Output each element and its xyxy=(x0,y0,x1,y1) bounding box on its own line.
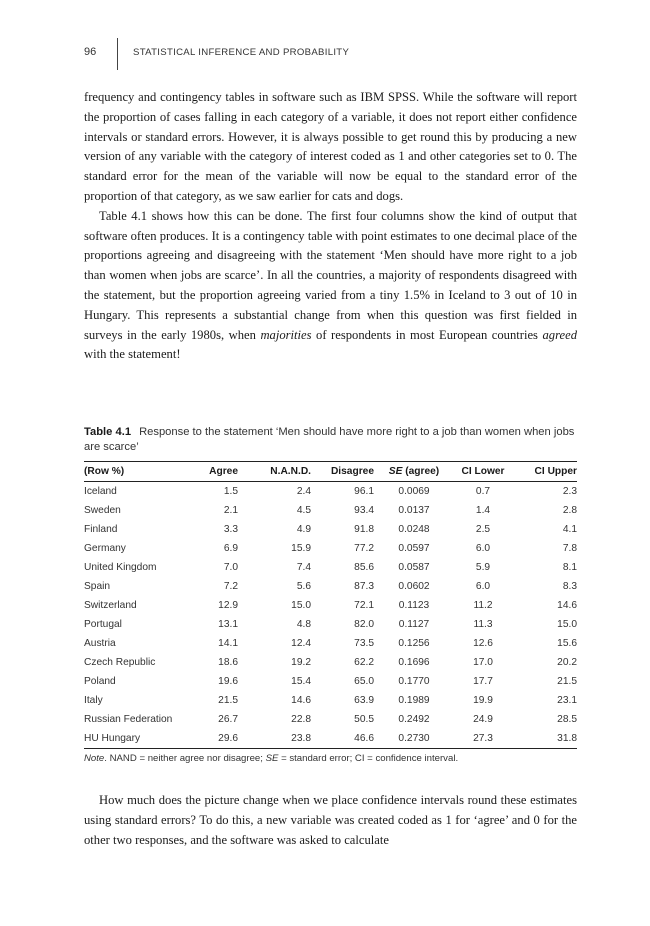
cell-nand: 19.2 xyxy=(291,657,311,668)
table-row xyxy=(84,596,577,615)
note-part-1: . NAND = neither agree nor disagree; xyxy=(104,753,266,764)
header-disagree: Disagree xyxy=(330,466,374,477)
running-head: STATISTICAL INFERENCE AND PROBABILITY xyxy=(133,47,350,58)
paragraph-2-text-a: Table 4.1 shows how this can be done. The first four columns show the kind of output that software often produces. It is a contingency table with point estimates to one decimal place of the proportions agreeing and disagreeing with the statement ‘Men should have more right to a job than women when jobs are scarce’. In all the countries, a majority of respondents disagreed with the statement, but the proportion agreeing varied from a tiny 1.5% in Iceland to 3 out of 10 in Hungary. This represents a substantial change from when this question was first fielded in surveys in the early 1980s, when xyxy=(84,208,577,342)
cell-nand: 4.9 xyxy=(296,524,311,535)
cell-nand: 15.0 xyxy=(291,600,311,611)
cell-country: Iceland xyxy=(84,486,117,497)
cell-country: Austria xyxy=(84,638,116,649)
cell-agree: 13.1 xyxy=(218,619,238,630)
cell-agree: 19.6 xyxy=(218,676,238,687)
cell-ci-upper: 23.1 xyxy=(557,695,577,706)
header-ci-lower: CI Lower xyxy=(461,466,505,477)
table-row xyxy=(84,558,577,577)
note-se-term: SE xyxy=(265,753,279,764)
header-se-term: SE xyxy=(388,466,403,477)
cell-disagree: 82.0 xyxy=(354,619,374,630)
cell-country: Finland xyxy=(84,524,118,535)
table-row xyxy=(84,482,577,502)
cell-country: Czech Republic xyxy=(84,657,156,668)
cell-agree: 1.5 xyxy=(223,486,238,497)
cell-agree: 3.3 xyxy=(223,524,238,535)
page-header xyxy=(0,38,650,70)
note-label: Note xyxy=(84,753,105,764)
cell-nand: 7.4 xyxy=(296,562,311,573)
cell-agree: 21.5 xyxy=(218,695,238,706)
paragraph-3: How much does the picture change when we place confidence intervals round these estimates using standard errors? To do this, a new variable was created coded as 1 for ‘agree’ and 0 for the other two responses, and the software was asked to calculate xyxy=(84,793,577,847)
header-agree: Agree xyxy=(209,466,238,477)
cell-se: 0.0248 xyxy=(398,524,430,535)
cell-nand: 5.6 xyxy=(296,581,311,592)
cell-agree: 26.7 xyxy=(218,714,238,725)
cell-ci-upper: 8.1 xyxy=(562,562,577,573)
paragraph-1: frequency and contingency tables in software such as IBM SPSS. While the software will report the proportion of cases falling in each category of a variable, it does not report either confidence intervals or standard errors. However, it is always possible to get round this by producing a new version of any variable with the category of interest coded as 1 and other categories set to 0. The standard error for the mean of the variable will now be equal to the standard error of the proportion of that category, as we saw earlier for cats and dogs. xyxy=(84,90,577,203)
table-body xyxy=(84,482,577,749)
cell-ci-lower: 2.5 xyxy=(475,524,491,535)
body-text-bottom xyxy=(84,791,577,850)
data-table xyxy=(84,461,577,749)
cell-ci-upper: 4.1 xyxy=(562,524,577,535)
header-nand: N.A.N.D. xyxy=(270,466,311,477)
cell-nand: 22.8 xyxy=(291,714,311,725)
cell-disagree: 87.3 xyxy=(354,581,374,592)
cell-ci-lower: 27.3 xyxy=(473,733,493,744)
cell-ci-lower: 17.7 xyxy=(473,676,493,687)
cell-country: Sweden xyxy=(84,505,121,516)
page-number: 96 xyxy=(84,46,97,58)
cell-disagree: 62.2 xyxy=(354,657,374,668)
cell-ci-lower: 1.4 xyxy=(475,505,491,516)
cell-ci-upper: 8.3 xyxy=(562,581,577,592)
cell-disagree: 93.4 xyxy=(354,505,374,516)
cell-se: 0.1696 xyxy=(398,657,430,668)
cell-country: United Kingdom xyxy=(84,562,157,573)
cell-country: Poland xyxy=(84,676,116,687)
cell-se: 0.2492 xyxy=(398,714,430,725)
cell-disagree: 77.2 xyxy=(354,543,374,554)
cell-se: 0.1989 xyxy=(398,695,430,706)
cell-agree: 7.0 xyxy=(223,562,238,573)
cell-ci-lower: 17.0 xyxy=(473,657,493,668)
table-row xyxy=(84,501,577,520)
table-label: Table 4.1 xyxy=(84,426,132,438)
table-row xyxy=(84,710,577,729)
cell-country: Spain xyxy=(84,581,111,592)
cell-ci-upper: 20.2 xyxy=(557,657,577,668)
cell-country: Russian Federation xyxy=(84,714,173,725)
cell-ci-upper: 21.5 xyxy=(557,676,577,687)
cell-se: 0.0587 xyxy=(398,562,430,573)
cell-nand: 12.4 xyxy=(291,638,311,649)
cell-disagree: 96.1 xyxy=(354,486,374,497)
cell-country: Switzerland xyxy=(84,600,137,611)
paragraph-2-text-e: with the statement! xyxy=(84,347,181,362)
header-row-pct: (Row %) xyxy=(84,466,125,477)
cell-agree: 18.6 xyxy=(218,657,238,668)
table-header-row xyxy=(84,462,577,482)
cell-nand: 2.4 xyxy=(296,486,311,497)
cell-ci-lower: 0.7 xyxy=(475,486,491,497)
cell-ci-lower: 24.9 xyxy=(473,714,493,725)
cell-ci-upper: 2.3 xyxy=(562,486,577,497)
cell-se: 0.1123 xyxy=(398,600,430,611)
cell-se: 0.0597 xyxy=(398,543,430,554)
cell-ci-upper: 15.6 xyxy=(557,638,577,649)
cell-disagree: 85.6 xyxy=(354,562,374,573)
cell-country: Germany xyxy=(84,543,126,554)
cell-ci-upper: 28.5 xyxy=(557,714,577,725)
table-row xyxy=(84,539,577,558)
cell-ci-lower: 11.3 xyxy=(473,619,493,630)
header-ci-upper: CI Upper xyxy=(534,466,577,477)
cell-agree: 12.9 xyxy=(218,600,238,611)
cell-ci-upper: 31.8 xyxy=(557,733,577,744)
cell-nand: 23.8 xyxy=(291,733,311,744)
table-caption xyxy=(84,425,577,455)
table-row xyxy=(84,634,577,653)
table-row xyxy=(84,577,577,596)
cell-disagree: 73.5 xyxy=(354,638,374,649)
cell-ci-lower: 6.0 xyxy=(475,543,491,554)
table-row xyxy=(84,615,577,634)
table-row xyxy=(84,672,577,691)
paragraph-2 xyxy=(84,207,577,365)
cell-ci-lower: 6.0 xyxy=(475,581,491,592)
cell-nand: 14.6 xyxy=(291,695,311,706)
table-row xyxy=(84,729,577,749)
cell-nand: 15.4 xyxy=(291,676,311,687)
cell-country: Italy xyxy=(84,695,103,706)
paragraph-2-emphasis-agreed: agreed xyxy=(542,327,577,342)
cell-agree: 6.9 xyxy=(223,543,238,554)
cell-disagree: 91.8 xyxy=(354,524,374,535)
cell-se: 0.1127 xyxy=(398,619,430,630)
cell-disagree: 72.1 xyxy=(354,600,374,611)
note-part-2: = standard error; CI = confidence interval. xyxy=(278,753,459,764)
cell-ci-upper: 15.0 xyxy=(557,619,577,630)
table-row xyxy=(84,691,577,710)
cell-se: 0.0602 xyxy=(398,581,430,592)
cell-agree: 2.1 xyxy=(223,505,238,516)
body-text-top xyxy=(84,88,577,365)
cell-se: 0.2730 xyxy=(398,733,430,744)
cell-ci-lower: 11.2 xyxy=(473,600,493,611)
cell-ci-lower: 19.9 xyxy=(473,695,493,706)
cell-agree: 14.1 xyxy=(218,638,238,649)
header-divider xyxy=(117,38,118,70)
cell-se: 0.0137 xyxy=(398,505,430,516)
table-caption-text: Response to the statement ‘Men should have more right to a job than women when jobs are scarce’ xyxy=(84,426,575,453)
cell-ci-lower: 12.6 xyxy=(473,638,493,649)
cell-disagree: 65.0 xyxy=(354,676,374,687)
cell-disagree: 50.5 xyxy=(354,714,374,725)
header-se-suffix: (agree) xyxy=(402,466,440,477)
cell-nand: 4.5 xyxy=(296,505,311,516)
header-se xyxy=(374,462,454,482)
cell-ci-upper: 2.8 xyxy=(562,505,577,516)
cell-ci-lower: 5.9 xyxy=(475,562,491,573)
cell-se: 0.0069 xyxy=(398,486,430,497)
cell-disagree: 63.9 xyxy=(354,695,374,706)
cell-nand: 4.8 xyxy=(296,619,311,630)
cell-country: HU Hungary xyxy=(84,733,141,744)
paragraph-2-emphasis-majorities: majorities xyxy=(260,327,312,342)
cell-agree: 7.2 xyxy=(223,581,238,592)
cell-se: 0.1770 xyxy=(398,676,430,687)
cell-ci-upper: 14.6 xyxy=(557,600,577,611)
cell-ci-upper: 7.8 xyxy=(562,543,577,554)
table-row xyxy=(84,520,577,539)
table-note xyxy=(84,753,577,764)
cell-agree: 29.6 xyxy=(218,733,238,744)
paragraph-2-text-c: of respondents in most European countries xyxy=(311,327,543,342)
table-row xyxy=(84,653,577,672)
cell-nand: 15.9 xyxy=(291,543,311,554)
cell-se: 0.1256 xyxy=(398,638,430,649)
cell-country: Portugal xyxy=(84,619,122,630)
cell-disagree: 46.6 xyxy=(354,733,374,744)
